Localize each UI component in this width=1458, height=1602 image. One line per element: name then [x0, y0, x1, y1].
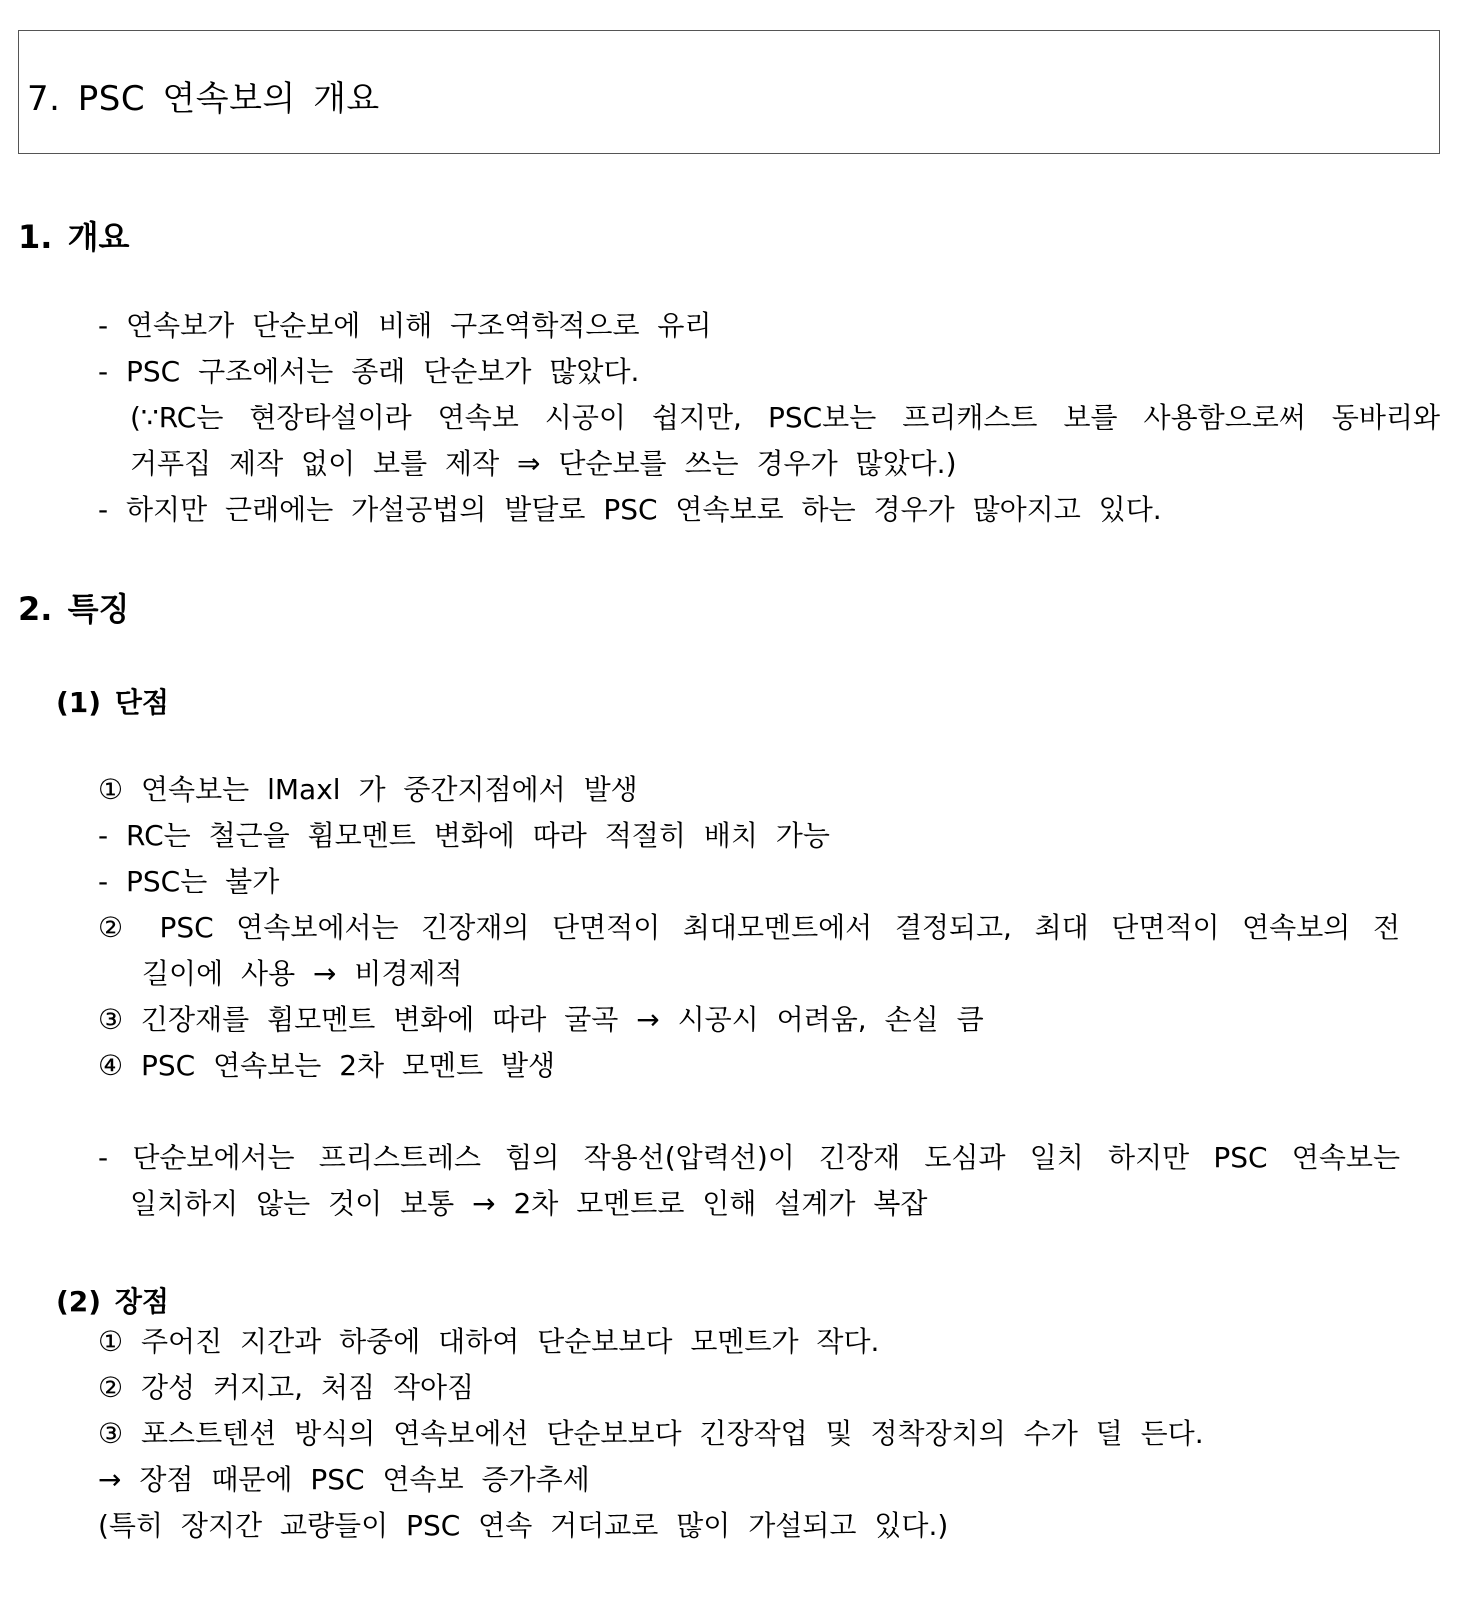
- disadvantage-line: - RC는 철근을 휨모멘트 변화에 따라 적절히 배치 가능: [98, 819, 830, 852]
- disadvantage-line: ③ 긴장재를 휨모멘트 변화에 따라 굴곡 → 시공시 어려움, 손실 큼: [98, 1003, 984, 1036]
- section-1-line: - 하지만 근래에는 가설공법의 발달로 PSC 연속보로 하는 경우가 많아지고 있다.: [98, 493, 1162, 526]
- section-1-line: - 연속보가 단순보에 비해 구조역학적으로 유리: [98, 309, 712, 342]
- advantage-line: ③ 포스트텐션 방식의 연속보에선 단순보보다 긴장작업 및 정착장치의 수가 덜 든다.: [98, 1417, 1204, 1450]
- subsection-disadvantages-heading: (1) 단점: [56, 686, 169, 719]
- advantage-line: ① 주어진 지간과 하중에 대하여 단순보보다 모멘트가 작다.: [98, 1325, 880, 1358]
- disadvantage-line: - 단순보에서는 프리스트레스 힘의 작용선(압력선)이 긴장재 도심과 일치 하지만 PSC 연속보는: [98, 1141, 1400, 1174]
- section-1-line: (∵RC는 현장타설이라 연속보 시공이 쉽지만, PSC보는 프리캐스트 보를 사용함으로써 동바리와: [130, 401, 1440, 434]
- subsection-advantages-heading: (2) 장점: [56, 1285, 169, 1318]
- section-1-heading: 1. 개요: [18, 218, 130, 256]
- disadvantage-line: ④ PSC 연속보는 2차 모멘트 발생: [98, 1049, 556, 1082]
- disadvantage-line: ① 연속보는 lMaxl 가 중간지점에서 발생: [98, 773, 638, 806]
- advantage-line: ② 강성 커지고, 처짐 작아짐: [98, 1371, 475, 1404]
- advantage-line: → 장점 때문에 PSC 연속보 증가추세: [98, 1463, 590, 1496]
- section-1-line: 거푸집 제작 없이 보를 제작 ⇒ 단순보를 쓰는 경우가 많았다.): [130, 447, 957, 480]
- section-1-line: - PSC 구조에서는 종래 단순보가 많았다.: [98, 355, 640, 388]
- section-2-heading: 2. 특징: [18, 590, 130, 628]
- disadvantage-line: - PSC는 불가: [98, 865, 280, 898]
- disadvantage-line: 길이에 사용 → 비경제적: [142, 957, 463, 990]
- disadvantage-line: 일치하지 않는 것이 보통 → 2차 모멘트로 인해 설계가 복잡: [130, 1187, 928, 1220]
- advantage-line: (특히 장지간 교량들이 PSC 연속 거더교로 많이 가설되고 있다.): [98, 1509, 949, 1542]
- title-box: [18, 30, 1440, 154]
- document-title: 7. PSC 연속보의 개요: [27, 79, 380, 119]
- disadvantage-line: ② PSC 연속보에서는 긴장재의 단면적이 최대모멘트에서 결정되고, 최대 단면적이 연속보의 전: [98, 911, 1400, 944]
